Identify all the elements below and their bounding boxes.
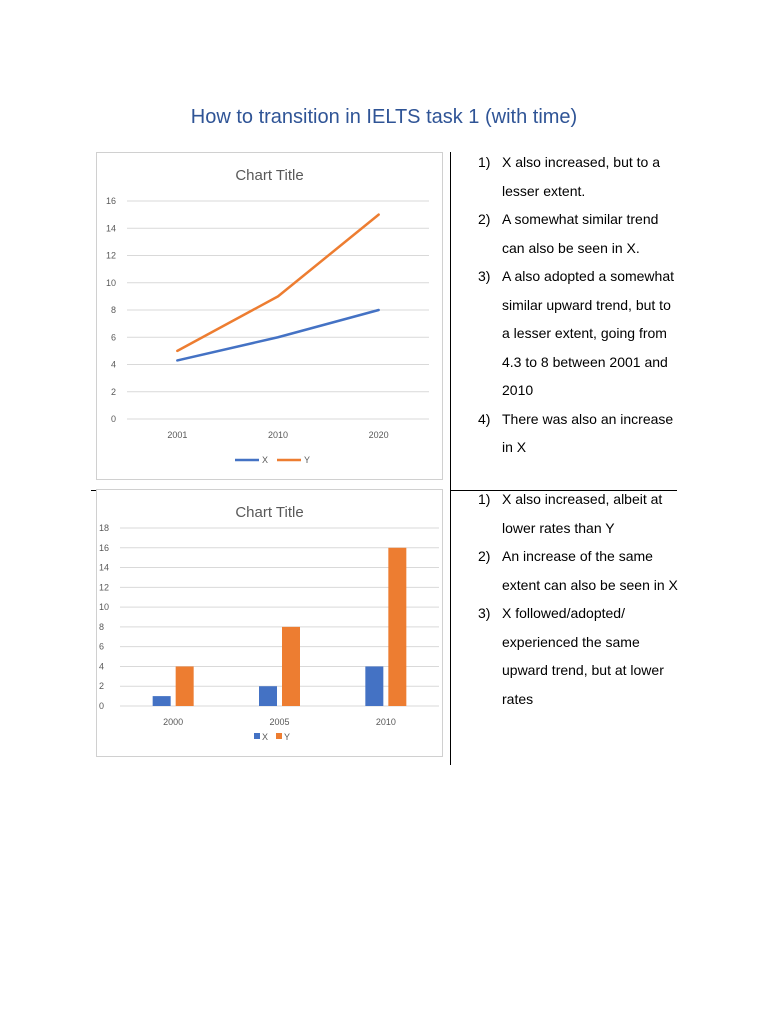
legend-label: Y (284, 732, 291, 742)
note-number: 4) (478, 410, 491, 427)
x-tick-label: 2010 (267, 430, 289, 440)
bar-Y-2010 (388, 548, 406, 706)
legend-label: X (262, 732, 269, 742)
note-text: An increase of the same extent can also be seen in X (502, 548, 678, 593)
bar-Y-2000 (176, 666, 194, 706)
note-item (478, 485, 678, 542)
note-number: 3) (478, 268, 491, 284)
y-tick-label: 18 (99, 523, 110, 533)
document-title: How to transition in IELTS task 1 (with time) (190, 106, 578, 128)
note-text: X also increased, albeit at lower rates than Y (502, 491, 663, 536)
y-tick-label: 10 (105, 277, 116, 288)
transition-notes-line-chart (478, 148, 678, 462)
y-tick-label: 12 (99, 582, 110, 593)
x-tick-label: 2000 (163, 717, 184, 727)
note-text: A also adopted a somewhat similar upward trend, but to a lesser extent, going from 4.3 to 8 between 2001 and 2010 (502, 268, 675, 398)
bar-X-2000 (153, 696, 171, 706)
y-tick-label: 8 (110, 305, 116, 315)
y-tick-label: 0 (110, 414, 116, 424)
note-item (478, 205, 678, 262)
bar-X-2010 (365, 666, 383, 706)
y-tick-label: 6 (99, 641, 105, 652)
x-tick-label: 2005 (269, 717, 290, 727)
bar-X-2005 (259, 686, 277, 706)
chart-title: Chart Title (235, 504, 304, 521)
x-tick-label: 2001 (167, 430, 188, 440)
note-item (478, 599, 678, 713)
note-number: 2) (478, 548, 491, 564)
note-item (478, 405, 678, 462)
y-tick-label: 2 (99, 681, 105, 692)
note-number: 2) (478, 211, 491, 227)
y-tick-label: 10 (99, 602, 110, 613)
note-text: X also increased, but to a lesser extent. (502, 154, 660, 199)
note-number: 1) (478, 154, 491, 170)
y-tick-label: 14 (105, 223, 116, 234)
note-text: There was also an increase in X (502, 410, 674, 455)
y-tick-label: 4 (110, 359, 116, 370)
x-tick-label: 2010 (375, 717, 396, 727)
chart-title: Chart Title (235, 167, 304, 184)
column-divider-top (450, 152, 451, 490)
y-tick-label: 8 (99, 621, 105, 632)
legend-label: Y (304, 455, 311, 465)
note-number: 1) (478, 491, 491, 507)
legend-swatch-X (254, 733, 260, 739)
bar-Y-2005 (282, 627, 300, 706)
y-tick-label: 4 (99, 661, 105, 672)
y-tick-label: 12 (105, 250, 116, 261)
legend-swatch-Y (276, 733, 282, 739)
y-tick-label: 16 (99, 542, 110, 553)
legend-label: X (262, 455, 269, 465)
bar-chart (96, 489, 443, 757)
note-number: 3) (478, 605, 491, 621)
y-tick-label: 6 (110, 332, 116, 343)
y-tick-label: 0 (99, 701, 105, 711)
note-text: A somewhat similar trend can also be seen in X. (502, 211, 659, 256)
note-item (478, 262, 678, 405)
note-item (478, 148, 678, 205)
x-tick-label: 2020 (368, 430, 389, 440)
chart-svg (97, 490, 442, 756)
row-divider-left (91, 490, 96, 491)
line-chart (96, 152, 443, 480)
note-item (478, 542, 678, 599)
y-tick-label: 16 (105, 196, 116, 206)
y-tick-label: 2 (110, 386, 116, 397)
y-tick-label: 14 (99, 562, 110, 573)
column-divider-bottom (450, 490, 451, 765)
note-text: X followed/adopted/ experienced the same upward trend, but at lower rates (502, 605, 664, 707)
transition-notes-bar-chart (478, 485, 678, 713)
chart-svg (97, 153, 442, 479)
